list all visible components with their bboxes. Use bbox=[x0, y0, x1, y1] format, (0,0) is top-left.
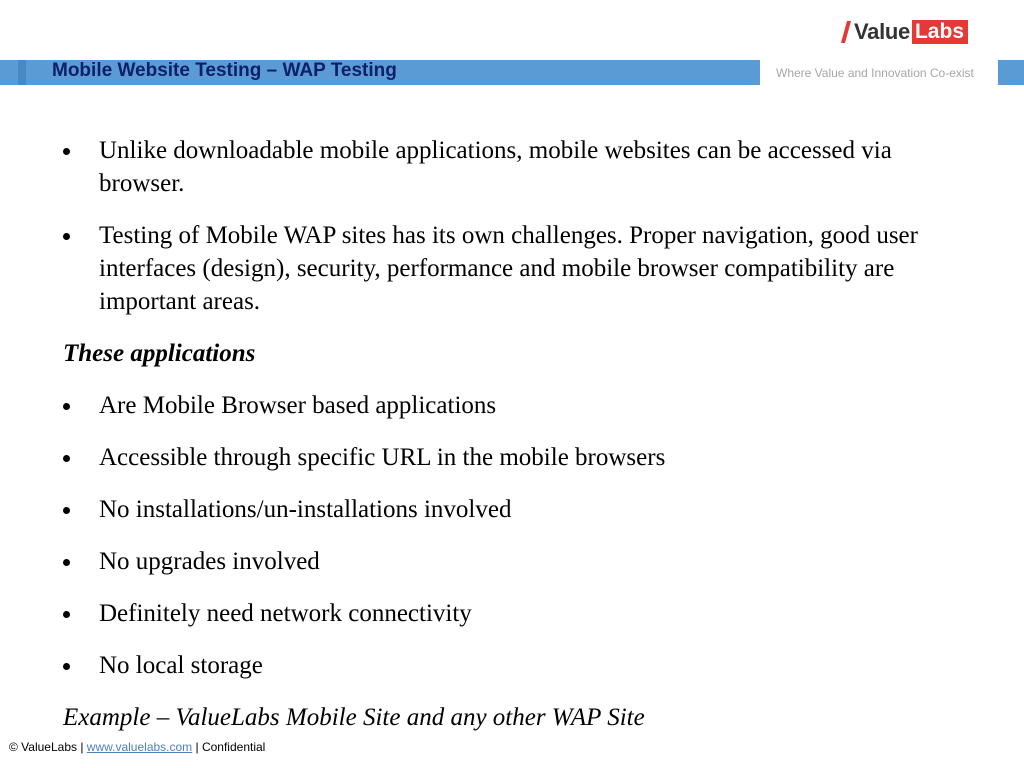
list-item bbox=[63, 597, 973, 630]
logo-word-labs: Labs bbox=[912, 20, 968, 44]
footer-confidential: | Confidential bbox=[192, 740, 266, 754]
slide-title: Mobile Website Testing – WAP Testing bbox=[52, 60, 397, 81]
bullet-text: Unlike downloadable mobile applications, mobile websites can be accessed via browser. bbox=[99, 137, 892, 197]
list-item bbox=[63, 134, 973, 200]
header-band-right bbox=[998, 60, 1024, 85]
bullet-icon bbox=[63, 403, 70, 410]
bullet-icon bbox=[63, 233, 70, 240]
bullet-text: Testing of Mobile WAP sites has its own challenges. Proper navigation, good user interfaces (design), security, performance and mobile browser compatibility are important areas. bbox=[99, 222, 918, 315]
footer bbox=[9, 740, 265, 754]
valuelabs-logo bbox=[841, 19, 968, 44]
list-item bbox=[63, 219, 973, 318]
logo-mark-icon bbox=[841, 21, 851, 43]
bullet-text: Accessible through specific URL in the mobile browsers bbox=[99, 444, 666, 471]
bullet-icon bbox=[63, 663, 70, 670]
list-item bbox=[63, 649, 973, 682]
list-item bbox=[63, 389, 973, 422]
example-line: Example – ValueLabs Mobile Site and any other WAP Site bbox=[63, 704, 645, 731]
footer-link[interactable]: www.valuelabs.com bbox=[86, 740, 193, 754]
bullet-text: Definitely need network connectivity bbox=[99, 600, 472, 627]
bullet-icon bbox=[63, 507, 70, 514]
subheading: These applications bbox=[63, 340, 256, 367]
bullet-text: Are Mobile Browser based applications bbox=[99, 392, 497, 419]
logo-word-value: Value bbox=[854, 19, 910, 44]
list-item bbox=[63, 441, 973, 474]
bullet-text: No installations/un-installations involved bbox=[99, 496, 512, 523]
list-item bbox=[63, 493, 973, 526]
tagline: Where Value and Innovation Co-exist bbox=[776, 66, 974, 80]
bullet-icon bbox=[63, 455, 70, 462]
bullet-icon bbox=[63, 611, 70, 618]
slide-body bbox=[63, 134, 973, 734]
bullet-icon bbox=[63, 559, 70, 566]
bullet-icon bbox=[63, 148, 70, 155]
bullet-text: No upgrades involved bbox=[99, 548, 320, 575]
bullet-text: No local storage bbox=[99, 652, 263, 679]
footer-copyright: © ValueLabs | bbox=[9, 740, 87, 754]
header-band-notch bbox=[18, 60, 26, 85]
list-item bbox=[63, 545, 973, 578]
